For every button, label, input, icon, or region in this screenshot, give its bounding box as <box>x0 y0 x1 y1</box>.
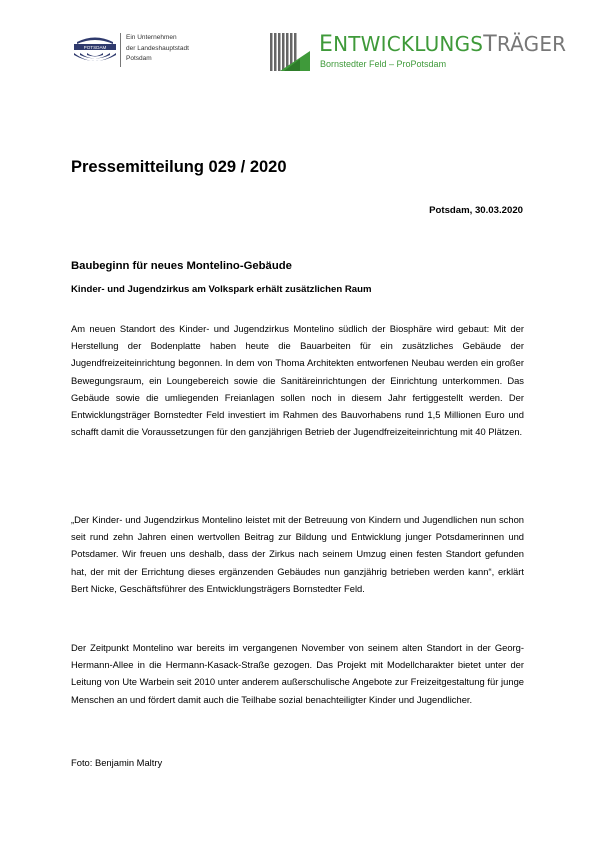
entwicklungstraeger-wordmark <box>319 33 566 56</box>
wordmark-rest: RÄGER <box>496 32 567 56</box>
headline: Baubeginn für neues Montelino-Gebäude <box>71 260 292 272</box>
entwicklungstraeger-mark-icon <box>270 33 310 71</box>
potsdam-wordmark: POTSDAM <box>83 45 107 50</box>
press-date: Potsdam, 30.03.2020 <box>429 205 523 216</box>
logo-divider <box>120 33 121 67</box>
subheadline: Kinder- und Jugendzirkus am Volkspark erhält zusätzlichen Raum <box>71 284 372 295</box>
quote-paragraph: „Der Kinder- und Jugendzirkus Montelino leistet mit der Betreuung von Kindern und Jugendlichen nun schon seit rund zehn Jahren einen wertvollen Beitrag zur Bildung und Entwicklung junger Potsdamerinnen und Potsdamer. Wir freuen uns deshalb, dass der Zirkus nach seinem Umzug einen festen Standort gefunden hat, der mit der Errichtung dieses ergänzenden Gebäudes nun ganzjährig betrieben werden kann“, erklärt Bert Nicke, Geschäftsführer des Entwicklungsträgers Bornstedter Feld. <box>71 514 524 594</box>
entwicklungstraeger-subtitle: Bornstedter Feld – ProPotsdam <box>320 59 447 69</box>
potsdam-logo <box>71 33 119 67</box>
potsdam-caption-line: Potsdam <box>126 55 152 62</box>
body-paragraph: Am neuen Standort des Kinder- und Jugendzirkus Montelino südlich der Biosphäre wird gebaut: Mit der Herstellung der Bodenplatte haben heute die Bauarbeiten für ein zusätzliches Gebäude der Jugendfreizeiteinrichtung begonnen. In dem von Thoma Architekten entworfenen Neubau werden ein großer Bewegungsraum, ein Loungebereich sowie die Sanitäreinrichtungen der Einrichtung unterkommen. Das Gebäude sowie die umliegenden Freianlagen sollen noch in diesem Jahr fertiggestellt werden. Der Entwicklungsträger Bornstedter Feld investiert im Rahmen des Bauvorhabens rund 1,5 Millionen Euro und schafft damit die Voraussetzungen für den ganzjährigen Betrieb der Jugendfreizeiteinrichtung mit 40 Plätzen. <box>71 323 524 438</box>
photo-credit: Foto: Benjamin Maltry <box>71 757 163 768</box>
potsdam-caption <box>126 33 189 65</box>
potsdam-caption-line: der Landeshauptstadt <box>126 44 189 52</box>
body-paragraph: Der Zeitpunkt Montelino war bereits im vergangenen November von seinem alten Standort in der Georg-Hermann-Allee in die Hermann-Kasack-Straße gezogen. Das Projekt mit Modellcharakter bietet unter der Leitung von Ute Warbein seit 2010 unter anderem außerschulische Angebote zur Freizeitgestaltung für junge Menschen an und fördert damit auch die Teilhabe sozial benachteiligter Kinder und Jugendlicher. <box>71 642 524 705</box>
potsdam-caption-line: Ein Unternehmen <box>126 34 177 41</box>
page-title: Pressemitteilung 029 / 2020 <box>71 158 287 176</box>
wordmark-initial-t: T <box>483 32 497 57</box>
wordmark-part: NTWICKLUNGS <box>333 32 484 56</box>
wordmark-initial: E <box>319 32 334 57</box>
